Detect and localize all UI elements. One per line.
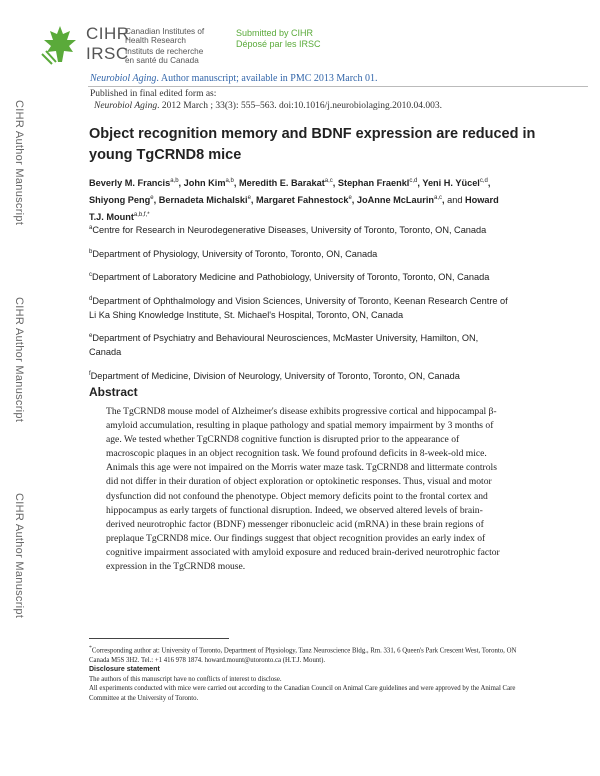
affiliation-item: $^e$Department of Psychiatry and Behavioural Neurosciences, McMaster University, Hamilton, ON, Canada bbox=[89, 333, 479, 358]
author: Bernadeta Michalski bbox=[158, 195, 248, 206]
footnote-divider bbox=[89, 638, 229, 639]
author: Stephan Fraenkl bbox=[337, 178, 410, 189]
abstract-heading: Abstract bbox=[89, 385, 138, 399]
availability-text: . Author manuscript; available in PMC 2013 March 01. bbox=[156, 73, 378, 84]
corresponding-author-note: *Corresponding author at: University of Toronto, Department of Physiology, Tanz Neuroscience Bldg., Rm. 331, 6 Queen's Park Crescent West, Toronto, ON Canada M5S 3H2. Tel.: +1 416 978 1874. howard.mount@utoronto.ca (H.T.J. Mount). bbox=[89, 645, 517, 664]
author: Howard T.J. Mount bbox=[89, 195, 499, 223]
author-manuscript-line bbox=[90, 73, 378, 84]
logo-french-name: Instituts de recherche en santé du Canada bbox=[125, 47, 204, 65]
side-watermark-3: CIHR Author Manuscript bbox=[13, 493, 25, 619]
author-list: Beverly M. Francis$^{a,b}$, John Kim$^{a,b}$, Meredith E. Barakat$^{a,c}$, Stephan Fraenkl$^{c,d}$, Yeni H. Yücel$^{c,d}$, Shiyong Peng$^e$, Bernadeta Michalski$^e$, Margaret Fahnestock$^e$, JoAnne McLaurin$^{a,c}$, and Howard T.J. Mount$^{a,b,f,*}$ bbox=[89, 178, 499, 223]
logo-english-name: Canadian Institutes of Health Research bbox=[125, 27, 205, 45]
side-watermark-1: CIHR Author Manuscript bbox=[13, 100, 25, 226]
submitted-fr: Déposé par les IRSC bbox=[236, 39, 321, 49]
logo-irsc-text: IRSC bbox=[86, 44, 129, 63]
disclosure-heading: Disclosure statement bbox=[89, 666, 160, 674]
affiliation-item: $^f$Department of Medicine, Division of Neurology, University of Toronto, Toronto, ON, Canada bbox=[89, 370, 460, 381]
published-form-label: Published in final edited form as: bbox=[90, 89, 217, 99]
journal-name: Neurobiol Aging bbox=[90, 73, 157, 84]
disclosure-text-1: The authors of this manuscript have no conflicts of interest to disclose. bbox=[89, 675, 282, 683]
affiliation-item: $^d$Department of Ophthalmology and Vision Sciences, University of Toronto, Keenan Research Centre of Li Ka Shing Knowledge Institute, St. Michael's Hospital, Toronto, ON, Canada bbox=[89, 295, 508, 320]
submitted-by-label bbox=[236, 28, 321, 50]
author: Margaret Fahnestock bbox=[256, 195, 349, 206]
disclosure-text-2: All experiments conducted with mice were carried out according to the Canadian Council on Animal Care guidelines and were approved by the Animal Care Committee at the University of Toronto. bbox=[89, 685, 516, 702]
header-divider bbox=[88, 86, 588, 87]
affiliation-item: $^b$Department of Physiology, University of Toronto, Toronto, ON, Canada bbox=[89, 248, 378, 259]
author: John Kim bbox=[183, 178, 226, 189]
article-title: Object recognition memory and BDNF expression are reduced in young TgCRND8 mice bbox=[89, 126, 536, 163]
citation-line bbox=[94, 101, 442, 111]
cihr-header bbox=[40, 22, 580, 74]
citation-details: . 2012 March ; 33(3): 555–563. doi:10.1016/j.neurobiolaging.2010.04.003. bbox=[157, 101, 443, 111]
footnotes bbox=[89, 644, 519, 703]
affiliation-list bbox=[89, 221, 509, 390]
author: JoAnne McLaurin bbox=[356, 195, 434, 206]
author: Meredith E. Barakat bbox=[238, 178, 325, 189]
submitted-en: Submitted by CIHR bbox=[236, 28, 314, 38]
maple-leaf-logo-icon bbox=[40, 24, 80, 66]
author: Shiyong Peng bbox=[89, 195, 151, 206]
logo-cihr-text: CIHR bbox=[86, 24, 130, 43]
citation-journal: Neurobiol Aging bbox=[94, 101, 158, 111]
authors-and: and bbox=[447, 195, 463, 206]
author: Yeni H. Yücel bbox=[422, 178, 480, 189]
abstract-body: The TgCRND8 mouse model of Alzheimer's disease exhibits progressive cortical and hippocampal β-amyloid accumulation, resulting in plaque pathology and spatial memory impairment by 3 months of age. We tested whether TgCRND8 cognitive function is disrupted prior to the appearance of macroscopic plaques in an object recognition task. We found profound deficits in 8-week-old mice. Animals this age were not impaired on the Morris water maze task. TgCRND8 and littermate controls did not differ in their duration of object exploration or optokinetic responses. Thus, visual and motor dysfunction did not confound the phenotype. Object memory deficits point to the frontal cortex and hippocampus as early targets of functional disruption. Indeed, we observed altered levels of brain-derived neurotrophic factor (BDNF) messenger ribonucleic acid (mRNA) in these brain regions of preplaque TgCRND8 mice. Our findings suggest that object recognition provides an early index of cognitive impairment associated with amyloid exposure and reduced brain-derived neurotrophic factor expression in the TgCRND8 mouse. bbox=[106, 406, 500, 573]
side-watermark-2: CIHR Author Manuscript bbox=[13, 297, 25, 423]
affiliation-item: $^a$Centre for Research in Neurodegenerative Diseases, University of Toronto, Toronto, ON, Canada bbox=[89, 225, 487, 236]
author: Beverly M. Francis bbox=[89, 178, 171, 189]
affiliation-item: $^c$Department of Laboratory Medicine and Pathobiology, University of Toronto, Toronto, ON, Canada bbox=[89, 272, 490, 283]
